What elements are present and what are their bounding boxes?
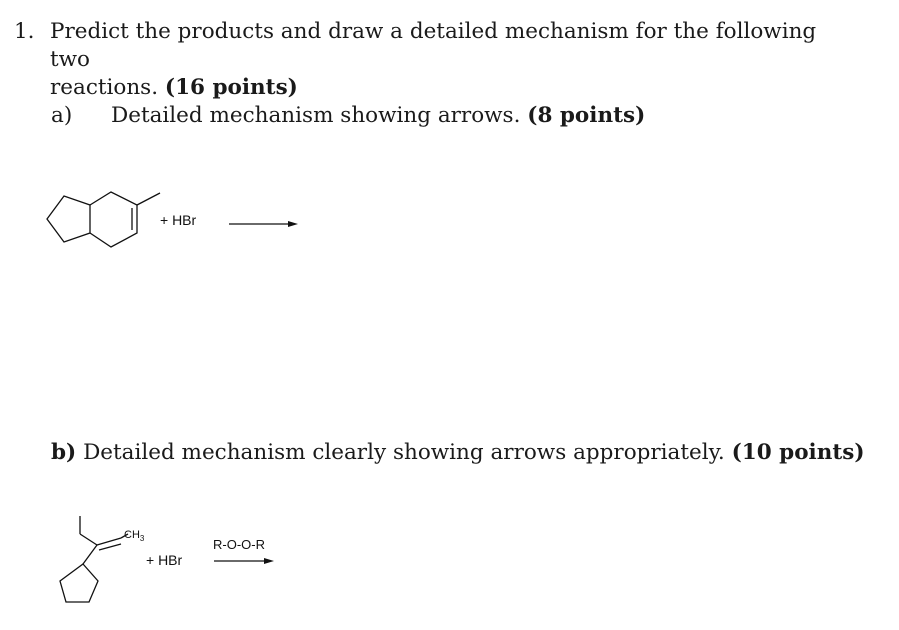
condition-peroxide: R-O-O-R [213,537,265,552]
part-b-label: b) [51,440,77,465]
reaction-arrow-a [229,221,298,227]
question-text-line2: reactions. (16 points) [50,75,298,100]
part-a-text: Detailed mechanism showing arrows. [111,103,521,128]
methyl-group [137,193,160,205]
question-text-line1: Predict the products and draw a detailed mechanism for the following two [50,19,817,72]
cyclopentyl-bond [83,545,97,564]
reagent-b: + HBr [146,552,183,568]
alkene-bond [97,538,121,545]
question-text [50,18,850,102]
reagent-a: + HBr [160,212,197,228]
reaction-b-scheme [0,500,320,620]
reaction-arrow-b [214,558,274,564]
cyclopentane-ring [47,196,90,242]
reaction-a-scheme [0,170,320,260]
part-b-points: (10 points) [731,440,865,465]
reactant-a-structure [47,192,160,247]
question-points: (16 points) [164,75,298,100]
alkene-bond-second [99,544,121,550]
part-b-text: Detailed mechanism clearly showing arrows appropriately. [83,440,725,465]
part-a-heading [51,102,645,130]
part-a-points: (8 points) [527,103,646,128]
cyclopentane-ring-b [60,564,98,602]
part-b-heading [51,439,865,467]
question-number: 1. [14,19,35,44]
part-a-label: a) [51,103,73,128]
cyclohexene-ring [90,192,137,247]
methyl-label: $CH_3$ [124,529,145,543]
ethyl-ch2 [80,534,97,545]
reactant-b-structure [60,516,128,602]
